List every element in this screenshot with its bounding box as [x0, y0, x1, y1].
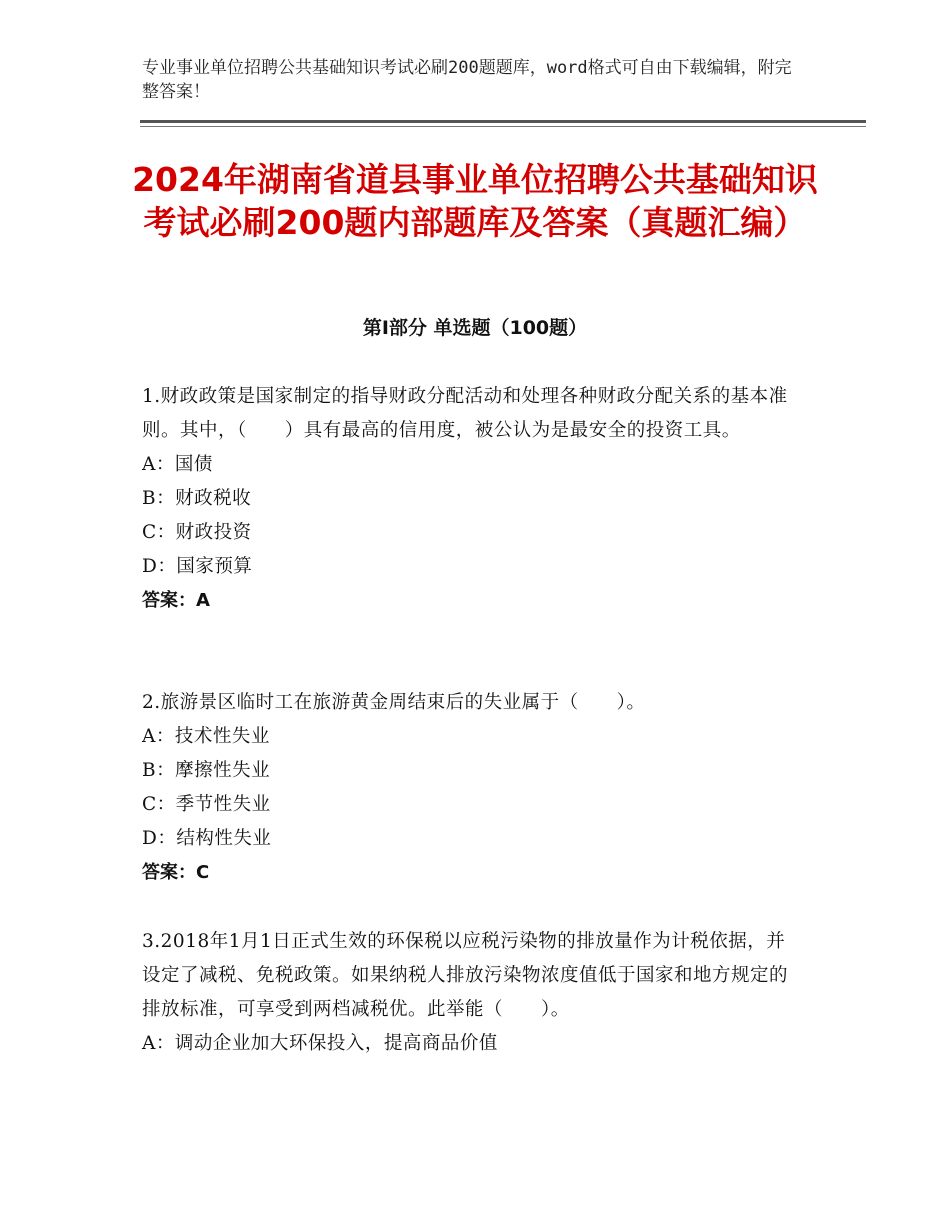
option-a: A：技术性失业: [142, 726, 270, 747]
option-a: A：调动企业加大环保投入，提高商品价值: [142, 1033, 498, 1054]
question-2: [142, 686, 802, 890]
option-d: D：国家预算: [142, 556, 253, 577]
question-stem: 3.2018年1月1日正式生效的环保税以应税污染物的排放量作为计税依据，并设定了减税、免税政策。如果纳税人排放污染物浓度值低于国家和地方规定的排放标准，可享受到两档减税优。此举能（ ）。: [142, 931, 789, 1020]
option-c: C：财政投资: [142, 522, 252, 543]
option-d: D：结构性失业: [142, 828, 272, 849]
answer-line: 答案：C: [142, 862, 210, 883]
option-b: B：财政税收: [142, 488, 252, 509]
answer-line: 答案：A: [142, 590, 210, 611]
question-3: [142, 925, 802, 1061]
header-rule-thin: [140, 126, 866, 127]
option-a: A：国债: [142, 454, 213, 475]
question-stem: 2.旅游景区临时工在旅游黄金周结束后的失业属于（ ）。: [142, 692, 646, 713]
section-heading: 第Ⅰ部分 单选题（100题）: [362, 317, 588, 339]
option-b: B：摩擦性失业: [142, 760, 271, 781]
header-rule: [140, 120, 866, 123]
document-title: 2024年湖南省道县事业单位招聘公共基础知识考试必刷200题内部题库及答案（真题汇编）: [132, 160, 818, 242]
header-note: 专业事业单位招聘公共基础知识考试必刷200题题库，word格式可自由下载编辑，附完整答案！: [142, 58, 792, 102]
question-1: [142, 380, 802, 618]
option-c: C：季节性失业: [142, 794, 271, 815]
question-stem: 1.财政政策是国家制定的指导财政分配活动和处理各种财政分配关系的基本准则。其中，（ ）具有最高的信用度，被公认为是最安全的投资工具。: [142, 386, 788, 441]
